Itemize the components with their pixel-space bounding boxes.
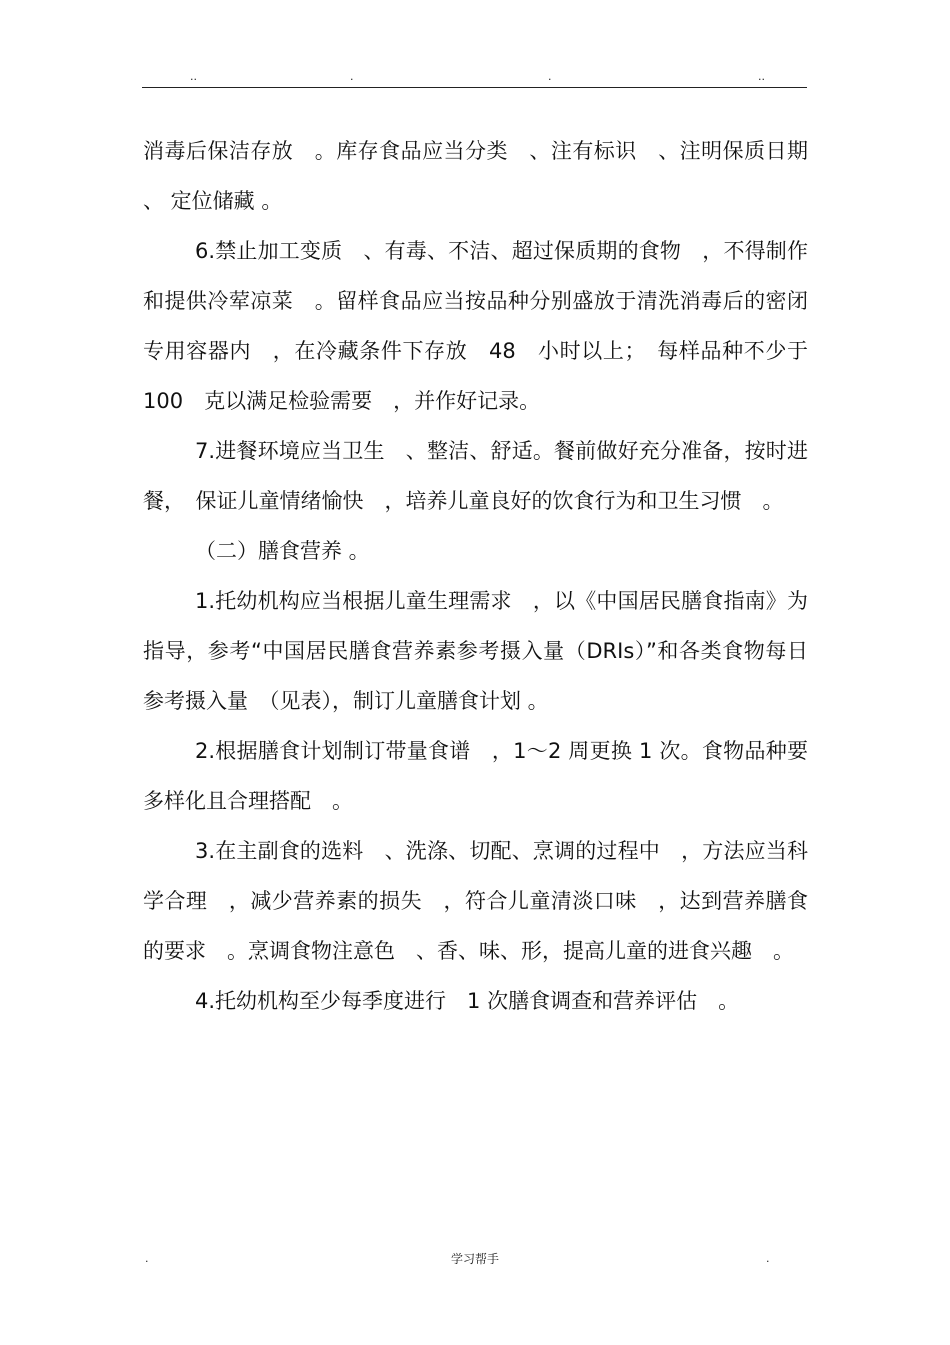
paragraph-item-1: 1.托幼机构应当根据儿童生理需求 ，以《中国居民膳食指南》为指导，参考“中国居民膳食营养素参考摄入量（DRIs）”和各类食物每日参考摄入量 （见表），制订儿童膳食计划 。 (143, 589, 808, 713)
footer-title: 学习帮手 (450, 1252, 499, 1266)
paragraph-item-2: 2.根据膳食计划制订带量食谱 ，1～2 周更换 1 次。食物品种要多样化且合理搭配 。 (143, 739, 808, 813)
section-heading: （二）膳食营养 。 (195, 539, 370, 563)
paragraph-item-7: 7.进餐环境应当卫生 、整洁、舒适。餐前做好充分准备，按时进餐， 保证儿童情绪愉快 ，培养儿童良好的饮食行为和卫生习惯 。 (143, 439, 808, 513)
paragraph-storage: 消毒后保洁存放 。库存食品应当分类 、注有标识 、注明保质日期 、 定位储藏 。 (143, 139, 808, 213)
header-mark-3: . (548, 70, 552, 83)
header-mark-4: .. (758, 70, 765, 83)
footer-mark-right: . (766, 1252, 770, 1265)
paragraph-item-3: 3.在主副食的选料 、洗涤、切配、烹调的过程中 ，方法应当科学合理 ，减少营养素的损失 ，符合儿童清淡口味 ，达到营养膳食的要求 。烹调食物注意色 、香、味、形，提高儿童的进食兴趣 。 (143, 839, 808, 963)
document-body (143, 126, 829, 1026)
paragraph-item-4: 4.托幼机构至少每季度进行 1 次膳食调查和营养评估 。 (195, 989, 740, 1013)
header-mark-2: . (350, 70, 354, 83)
footer-mark-left: . (145, 1252, 149, 1265)
paragraph-item-6: 6.禁止加工变质 、有毒、不洁、超过保质期的食物 ，不得制作和提供冷荤凉菜 。留样食品应当按品种分别盛放于清洗消毒后的密闭专用容器内 ，在冷藏条件下存放 48 小时以上； 每样品种不少于 100 克以满足检验需要 ，并作好记录。 (143, 239, 829, 413)
header-mark-1: .. (190, 70, 197, 83)
header-rule (142, 87, 807, 88)
